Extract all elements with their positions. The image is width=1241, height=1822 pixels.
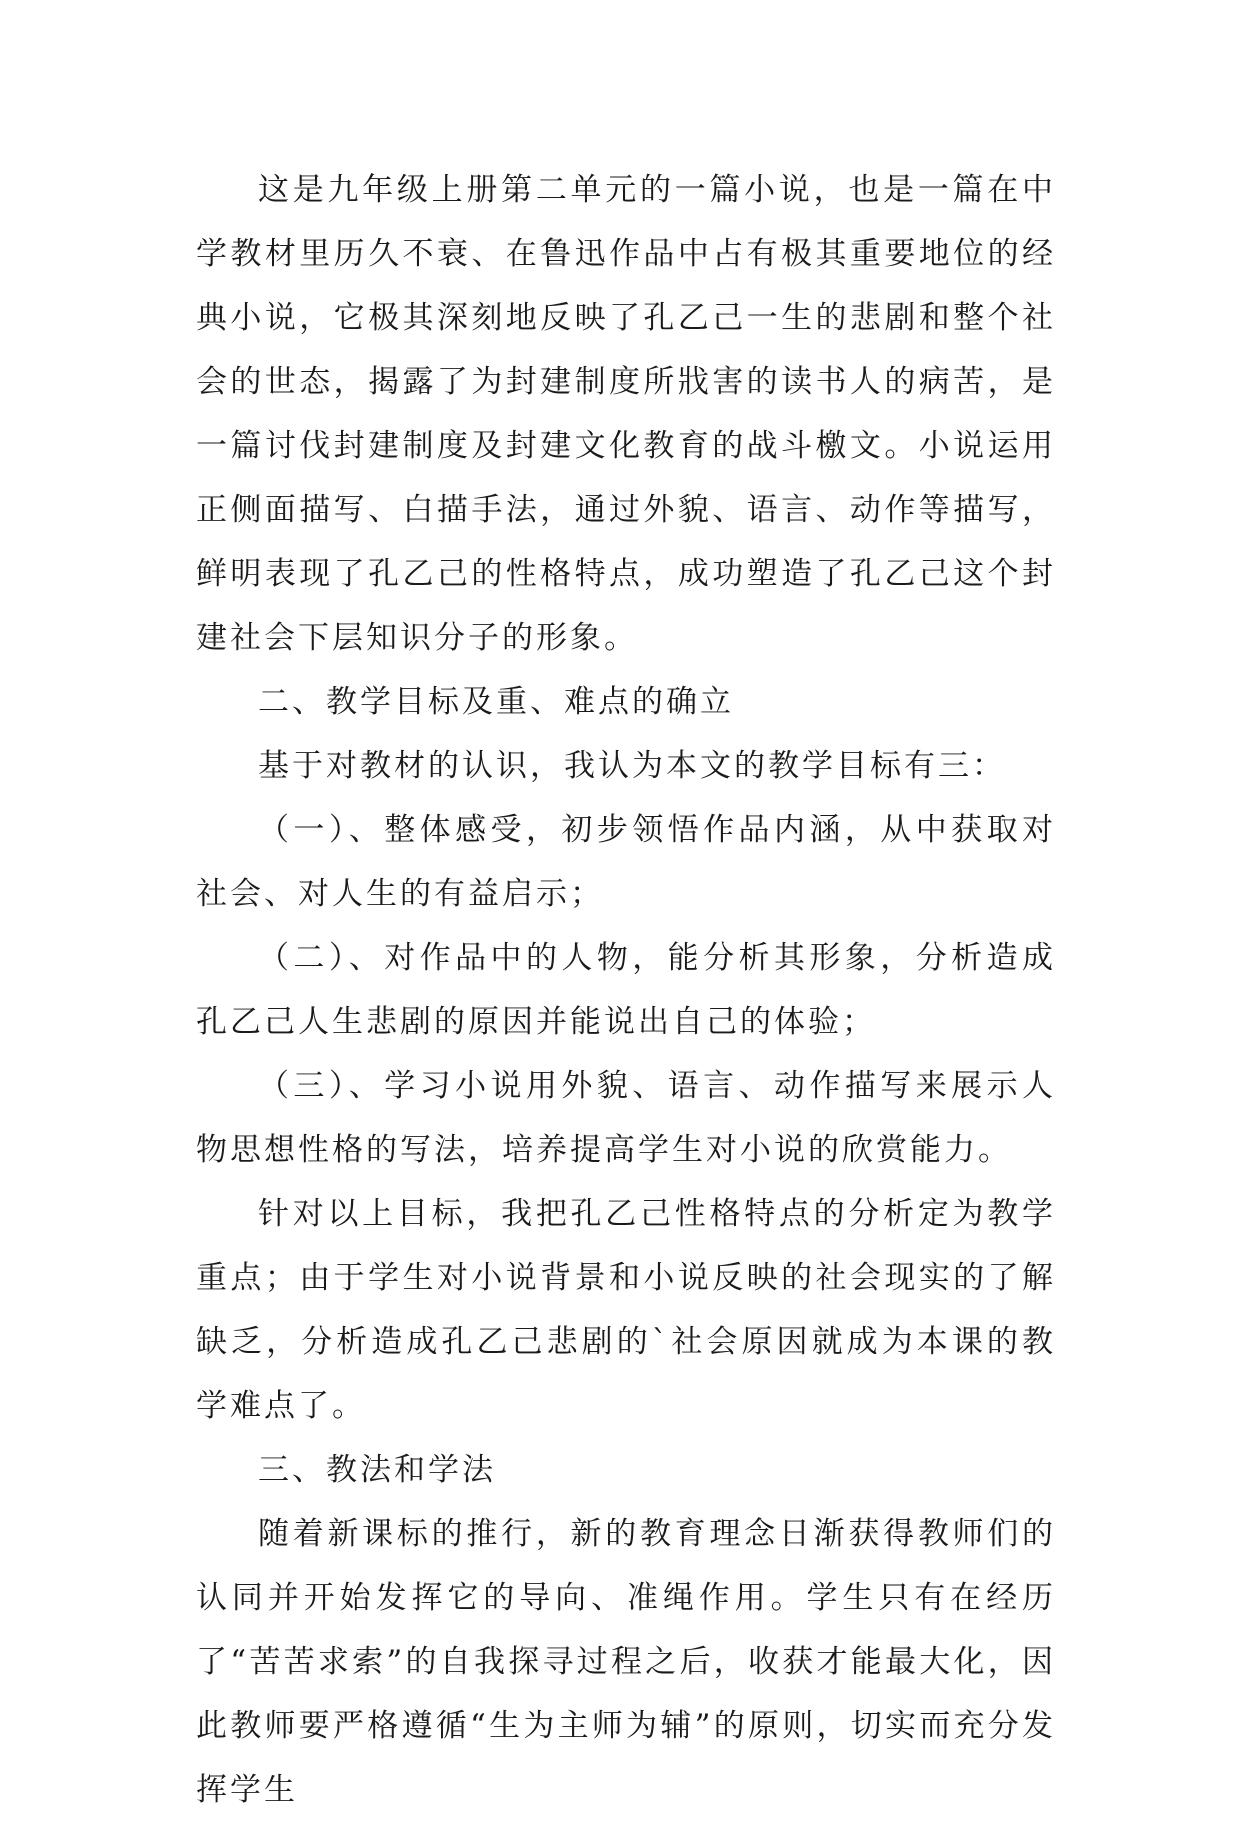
paragraph-objectives-lead: 基于对教材的认识，我认为本文的教学目标有三： <box>258 748 1006 784</box>
paragraph-key-points: 针对以上目标，我把孔乙己性格特点的分析定为教学重点；由于学生对小说背景和小说反映的社会现实的了解缺乏，分析造成孔乙己悲剧的`社会原因就成为本课的教学难点了。 <box>196 1196 1056 1424</box>
paragraph-methods: 随着新课标的推行，新的教育理念日渐获得教师们的认同并开始发挥它的导向、准绳作用。学生只有在经历了“苦苦求索”的自我探寻过程之后，收获才能最大化，因此教师要严格遵循“生为主师为辅”的原则，切实而充分发挥学生 <box>196 1516 1056 1808</box>
paragraph-intro: 这是九年级上册第二单元的一篇小说，也是一篇在中学教材里历久不衰、在鲁迅作品中占有极其重要地位的经典小说，它极其深刻地反映了孔乙己一生的悲剧和整个社会的世态，揭露了为封建制度所戕害的读书人的病苦，是一篇讨伐封建制度及封建文化教育的战斗檄文。小说运用正侧面描写、白描手法，通过外貌、语言、动作等描写，鲜明表现了孔乙己的性格特点，成功塑造了孔乙己这个封建社会下层知识分子的形象。 <box>196 172 1056 656</box>
objective-item-3: （三）、学习小说用外貌、语言、动作描写来展示人物思想性格的写法，培养提高学生对小说的欣赏能力。 <box>196 1068 1056 1168</box>
document-body <box>196 158 1056 1822</box>
section-heading-methods: 三、教法和学法 <box>258 1452 496 1488</box>
objective-item-2: （二）、对作品中的人物，能分析其形象，分析造成孔乙己人生悲剧的原因并能说出自己的体验； <box>196 940 1056 1040</box>
objective-item-1: （一）、整体感受，初步领悟作品内涵，从中获取对社会、对人生的有益启示； <box>196 812 1056 912</box>
section-heading-objectives: 二、教学目标及重、难点的确立 <box>258 684 734 720</box>
